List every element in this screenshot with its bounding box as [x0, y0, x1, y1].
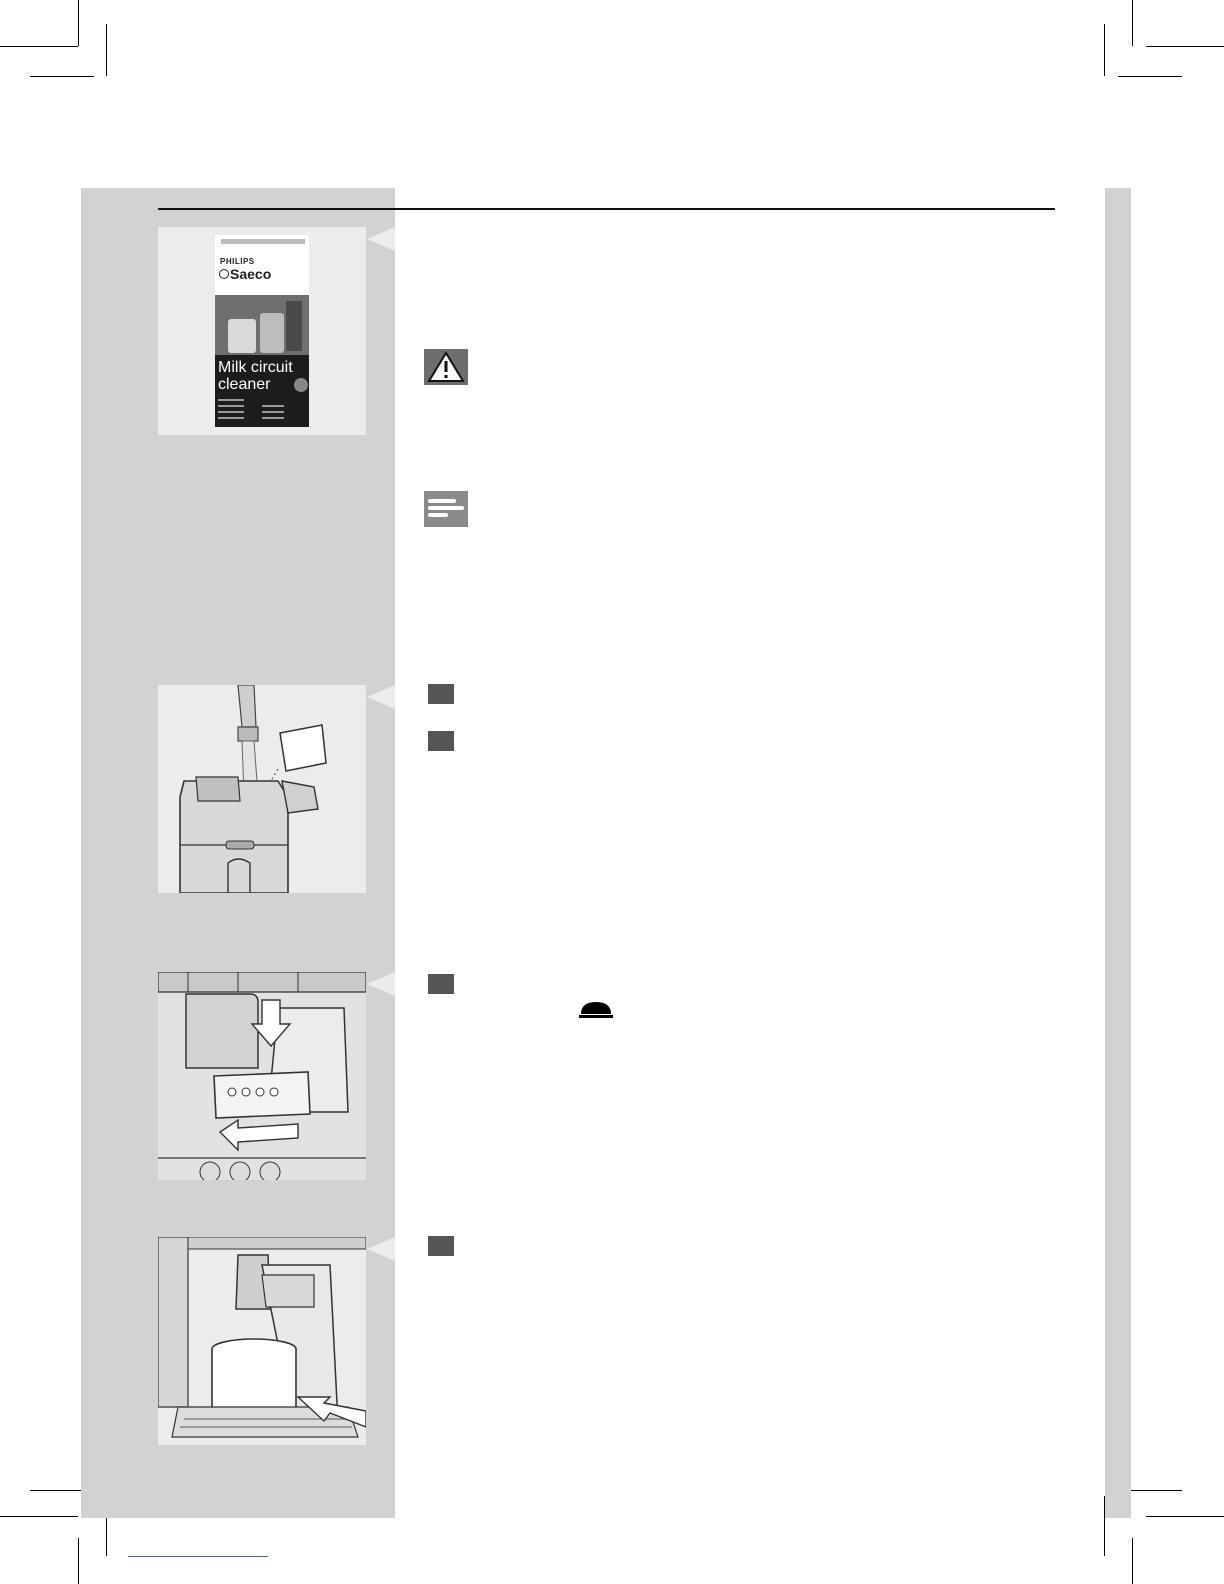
crop-mark — [1132, 1538, 1133, 1584]
callout-pointer — [367, 227, 395, 251]
step-marker-1 — [428, 684, 454, 704]
callout-pointer — [367, 972, 395, 996]
crop-mark — [1118, 76, 1182, 77]
step-marker-4 — [428, 1236, 454, 1256]
section-rule — [158, 208, 1055, 210]
footer-link-underline — [128, 1556, 268, 1557]
note-icon — [424, 491, 468, 527]
saeco-logo-icon — [219, 269, 229, 279]
package-brand-philips: PHILIPS — [220, 257, 255, 266]
milk-cleaner-package-illustration — [158, 227, 366, 435]
crop-mark — [1132, 0, 1133, 46]
place-container-illustration — [158, 1237, 366, 1445]
crop-mark — [30, 76, 94, 77]
callout-pointer — [367, 1237, 395, 1261]
crop-mark — [0, 1516, 78, 1517]
warning-icon — [424, 349, 468, 385]
crop-mark — [1104, 24, 1105, 76]
crop-mark — [1146, 46, 1224, 47]
callout-pointer — [367, 685, 395, 709]
crop-mark — [106, 24, 107, 76]
insert-carafe-illustration — [158, 972, 366, 1180]
crop-mark — [0, 46, 78, 47]
step-marker-3 — [428, 974, 454, 994]
right-gray-edge — [1105, 188, 1131, 1518]
step-marker-2 — [428, 731, 454, 751]
crop-mark — [1146, 1516, 1224, 1517]
package-title-line2: cleaner — [218, 376, 271, 393]
package-brand-saeco: Saeco — [230, 266, 272, 282]
steam-icon — [578, 996, 614, 1020]
crop-mark — [78, 0, 79, 46]
package-title-line1: Milk circuit — [218, 359, 293, 376]
crop-mark — [78, 1538, 79, 1584]
fill-carafe-illustration — [158, 685, 366, 893]
